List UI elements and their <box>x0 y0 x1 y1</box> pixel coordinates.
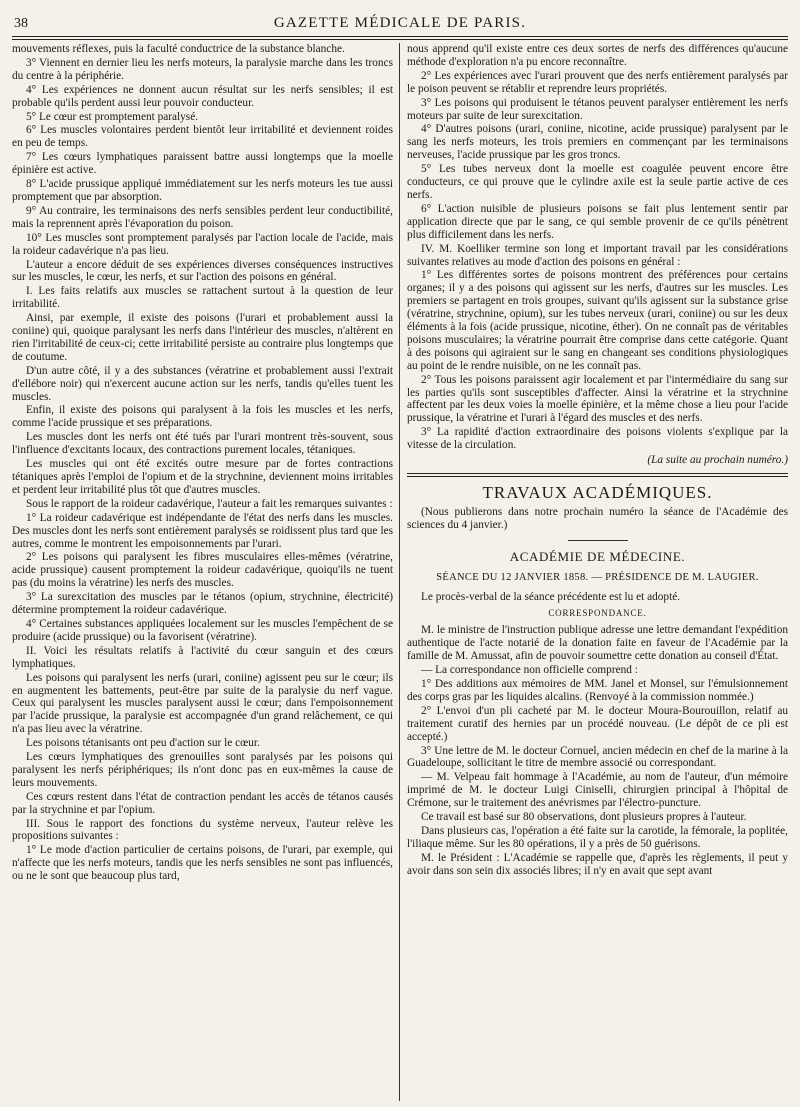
page-header <box>12 14 788 37</box>
paragraph: 2° Les poisons qui paralysent les fibres musculaires elles-mêmes (vératrine, acide prussique) causent promptement la roideur cadavérique, quoiqu'ils ne tuent pas (du moins la vératrine) les nerfs des muscles. <box>12 551 393 590</box>
right-column <box>400 43 788 1101</box>
paragraph: 1° La roideur cadavérique est indépendante de l'état des nerfs dans les muscles. Des muscles dont les nerfs sont entièrement paralysés se roidissent plus tard que les autres, comme le montrent les empoisonnements par l'urari. <box>12 511 393 550</box>
paragraph: — La correspondance non officielle comprend : <box>421 664 638 677</box>
paragraph: 3° Viennent en dernier lieu les nerfs moteurs, la paralysie marche dans les troncs du centre à la périphérie. <box>12 56 393 82</box>
paragraph: 2° Les expériences avec l'urari prouvent que des nerfs entièrement paralysés par le poison peuvent se rétablir et reprendre leurs propriétés. <box>407 69 788 95</box>
paragraph: 10° Les muscles sont promptement paralysés par l'action locale de l'acide, mais la roideur cadavérique n'a pas lieu. <box>12 231 393 257</box>
section-divider <box>407 473 788 477</box>
paragraph: Sous le rapport de la roideur cadavérique, l'auteur a fait les remarques suivantes : <box>26 497 393 510</box>
journal-title: GAZETTE MÉDICALE DE PARIS. <box>273 15 527 31</box>
session-header: SÉANCE DU 12 JANVIER 1858. — PRÉSIDENCE DE M. LAUGIER. <box>436 571 759 583</box>
academy-title: ACADÉMIE DE MÉDECINE. <box>509 548 686 564</box>
paragraph: 3° Les poisons qui produisent le tétanos peuvent paralyser entièrement les nerfs moteurs par suite de leur surexcitation. <box>407 96 788 122</box>
paragraph: IV. M. Koelliker termine son long et important travail par les considérations suivantes relatives au mode d'action des poisons en général : <box>407 242 788 268</box>
paragraph: 4° Certaines substances appliquées localement sur les muscles l'empêchent de se produire (acide prussique) ou la favorisent (vératrine). <box>12 617 393 643</box>
paragraph: 5° Les tubes nerveux dont la moelle est coagulée peuvent encore être conducteurs, ce qui prouve que le cylindre axile est la seule partie active de ces nerfs. <box>407 163 788 201</box>
paragraph: I. Les faits relatifs aux muscles se rattachent surtout à la question de leur irritabilité. <box>12 285 393 311</box>
paragraph: 5° Le cœur est promptement paralysé. <box>26 110 199 123</box>
section-title: TRAVAUX ACADÉMIQUES. <box>482 483 713 502</box>
short-divider <box>568 540 628 541</box>
paragraph: Ce travail est basé sur 80 observations, dont plusieurs propres à l'auteur. <box>421 811 747 824</box>
paragraph: III. Sous le rapport des fonctions du système nerveux, l'auteur relève les propositions suivantes : <box>12 817 393 843</box>
paragraph: D'un autre côté, il y a des substances (vératrine et probablement aussi l'extrait d'ellébore noir) qui n'exercent aucune action sur les nerfs, tandis qu'elles tuent les muscles. <box>12 364 393 403</box>
paragraph: Les poisons qui paralysent les nerfs (urari, coniine) agissent peu sur le cœur; ils en augmentent les battements, peut-être par suite de la paralysie du nerf vague. Ceux qui paralysent les muscles paralysent aussi le cœur; dans l'empoisonnement par l'acide prussique, la paralysie est accompagnée d'un grand relâchement, ce qui n'a pas lieu avec la vératrine. <box>12 671 393 736</box>
header-rule <box>12 39 788 40</box>
paragraph: 4° Les expériences ne donnent aucun résultat sur les nerfs sensibles; il est probable qu'ils perdent aussi leur pouvoir conducteur. <box>12 83 393 109</box>
correspondence-header: CORRESPONDANCE. <box>548 608 647 619</box>
left-column <box>12 43 399 1101</box>
paragraph: 3° La surexcitation des muscles par le tétanos (opium, strychnine, électricité) détermine promptement la roideur cadavérique. <box>12 591 393 617</box>
paragraph: 4° D'autres poisons (urari, coniine, nicotine, acide prussique) paralysent par le sang les nerfs moteurs, les trois premiers en commençant par les terminaisons nerveuses, l'acide prussique par les gros troncs. <box>407 123 788 162</box>
paragraph: mouvements réflexes, puis la faculté conductrice de la substance blanche. <box>12 43 345 55</box>
section-note: (Nous publierons dans notre prochain numéro la séance de l'Académie des sciences du 4 janvier.) <box>407 505 788 531</box>
continued-note: (La suite au prochain numéro.) <box>647 454 788 467</box>
paragraph: 2° L'envoi d'un pli cacheté par M. le docteur Moura-Bourouillon, relatif au traitement curatif des hernies par un procédé nouveau. (Le dépôt de ce pli est accepté.) <box>407 704 788 743</box>
paragraph: M. le ministre de l'instruction publique adresse une lettre demandant l'expédition authentique de l'acte notarié de la donation faite en faveur de l'Académie par la famille de M. Amussat, afin de pouvoir soumettre cette donation au conseil d'État. <box>407 624 788 663</box>
paragraph: 2° Tous les poisons paraissent agir localement et par l'intermédiaire du sang sur les parties qu'ils sont susceptibles d'affecter. Ainsi la vératrine et la strychnine affectent par les deux voies la moelle épinière, et la même chose a lieu pour l'acide prussique, la vératrine et l'urari à l'égard des muscles et des nerfs. <box>407 373 788 425</box>
paragraph: 8° L'acide prussique appliqué immédiatement sur les nerfs moteurs les tue aussi promptement que par absorption. <box>12 178 393 203</box>
paragraph: 1° Les différentes sortes de poisons montrent des préférences pour certains organes; il y a des poisons qui agissent sur les nerfs, d'autres sur les muscles. Les premiers se partagent en trois groupes, suivant qu'ils agissent sur la substance grise (vératrine, strychnine, opium), sur les tubes nerveux (urari, coniine) ou sur les deux éléments à la fois (acide prussique, nicotine, éther). On ne connaît pas de véritables poisons musculaires; la vératrine pourrait être comprise dans cette catégorie. Quant à des poisons qui agiraient sur le sang en changeant ses conditions physiologiques au point de le rendre nuisible, on ne les connaît pas. <box>407 269 788 372</box>
paragraph: Les cœurs lymphatiques des grenouilles sont paralysés par les poisons qui paralysent les nerfs périphériques; ils n'ont donc pas en eux-mêmes la cause de leurs mouvements. <box>12 751 393 789</box>
paragraph: Dans plusieurs cas, l'opération a été faite sur la carotide, la fémorale, la poplitée, l'iliaque même. Sur les 80 opérations, il y a près de 50 guérisons. <box>407 824 788 850</box>
paragraph: II. Voici les résultats relatifs à l'activité du cœur sanguin et des cœurs lymphatiques. <box>12 644 393 670</box>
minutes-note: Le procès-verbal de la séance précédente est lu et adopté. <box>421 590 681 603</box>
paragraph: 6° Les muscles volontaires perdent bientôt leur irritabilité et deviennent roides en peu de temps. <box>12 124 393 150</box>
paragraph: nous apprend qu'il existe entre ces deux sortes de nerfs des différences qu'aucune méthode d'exploration n'a pu encore reconnaître. <box>407 43 788 68</box>
paragraph: 3° La rapidité d'action extraordinaire des poisons violents s'explique par la vitesse de la circulation. <box>407 426 788 452</box>
paragraph: Les muscles qui ont été excités outre mesure par de fortes contractions tétaniques après l'emploi de l'opium et de la strychnine, deviennent moins irritables et perdent leur irritabilité plus tôt que d'autres muscles. <box>12 458 393 496</box>
paragraph: M. le Président : L'Académie se rappelle que, d'après les règlements, il peut y avoir dans son sein dix associés libres; il n'y en avait que sept avant <box>407 851 788 877</box>
paragraph: Enfin, il existe des poisons qui paralysent à la fois les muscles et les nerfs, comme l'acide prussique et ses préparations. <box>12 404 393 430</box>
paragraph: 1° Le mode d'action particulier de certains poisons, de l'urari, par exemple, qui n'affecte que les nerfs moteurs, tandis que les nerfs sensibles ne sont pas influencés, ou ne le sont que beaucoup plus tard, <box>12 844 393 883</box>
paragraph: L'auteur a encore déduit de ses expériences diverses conséquences instructives sur les muscles, le cœur, les nerfs, et sur l'action des poisons en général. <box>12 258 393 284</box>
page-number: 38 <box>14 16 28 31</box>
paragraph: 9° Au contraire, les terminaisons des nerfs sensibles perdent leur conductibilité, mais la reprennent après l'évaporation du poison. <box>12 204 393 230</box>
paragraph: Les poisons tétanisants ont peu d'action sur le cœur. <box>26 737 260 750</box>
paragraph: Ces cœurs restent dans l'état de contraction pendant les accès de tétanos causés par la strychnine et par l'opium. <box>12 790 393 816</box>
paragraph: Ainsi, par exemple, il existe des poisons (l'urari et probablement aussi la coniine) qui, quoique paralysant les nerfs dans l'intérieur des muscles, n'altèrent en rien l'irritabilité de ceux-ci; cette irritabilité persiste au contraire plus longtemps que de coutume. <box>12 312 393 363</box>
paragraph: 3° Une lettre de M. le docteur Cornuel, ancien médecin en chef de la marine à la Guadeloupe, sollicitant le titre de membre associé ou correspondant. <box>407 744 788 770</box>
paragraph: Les muscles dont les nerfs ont été tués par l'urari montrent très-souvent, sous l'influence d'excitants locaux, des contractions purement locales, tétaniques. <box>12 431 393 457</box>
paragraph: 7° Les cœurs lymphatiques paraissent battre aussi longtemps que la moelle épinière est active. <box>12 151 393 177</box>
paragraph: 1° Des additions aux mémoires de MM. Janel et Monsel, sur l'émulsionnement des corps gras par les liquides alcalins. (Renvoyé à la commission nommée.) <box>407 677 788 703</box>
paragraph: — M. Velpeau fait hommage à l'Académie, au nom de l'auteur, d'un mémoire imprimé de M. le docteur Luigi Ciniselli, chirurgien principal à l'hôpital de Crémone, sur le traitement des anévrismes par l'électro-puncture. <box>407 771 788 810</box>
paragraph: 6° L'action nuisible de plusieurs poisons se fait plus lentement sentir par application directe que par le sang, ce qui semble provenir de ce qu'ils pénètrent plus difficilement dans les nerfs. <box>407 202 788 241</box>
article-columns <box>12 43 788 1101</box>
